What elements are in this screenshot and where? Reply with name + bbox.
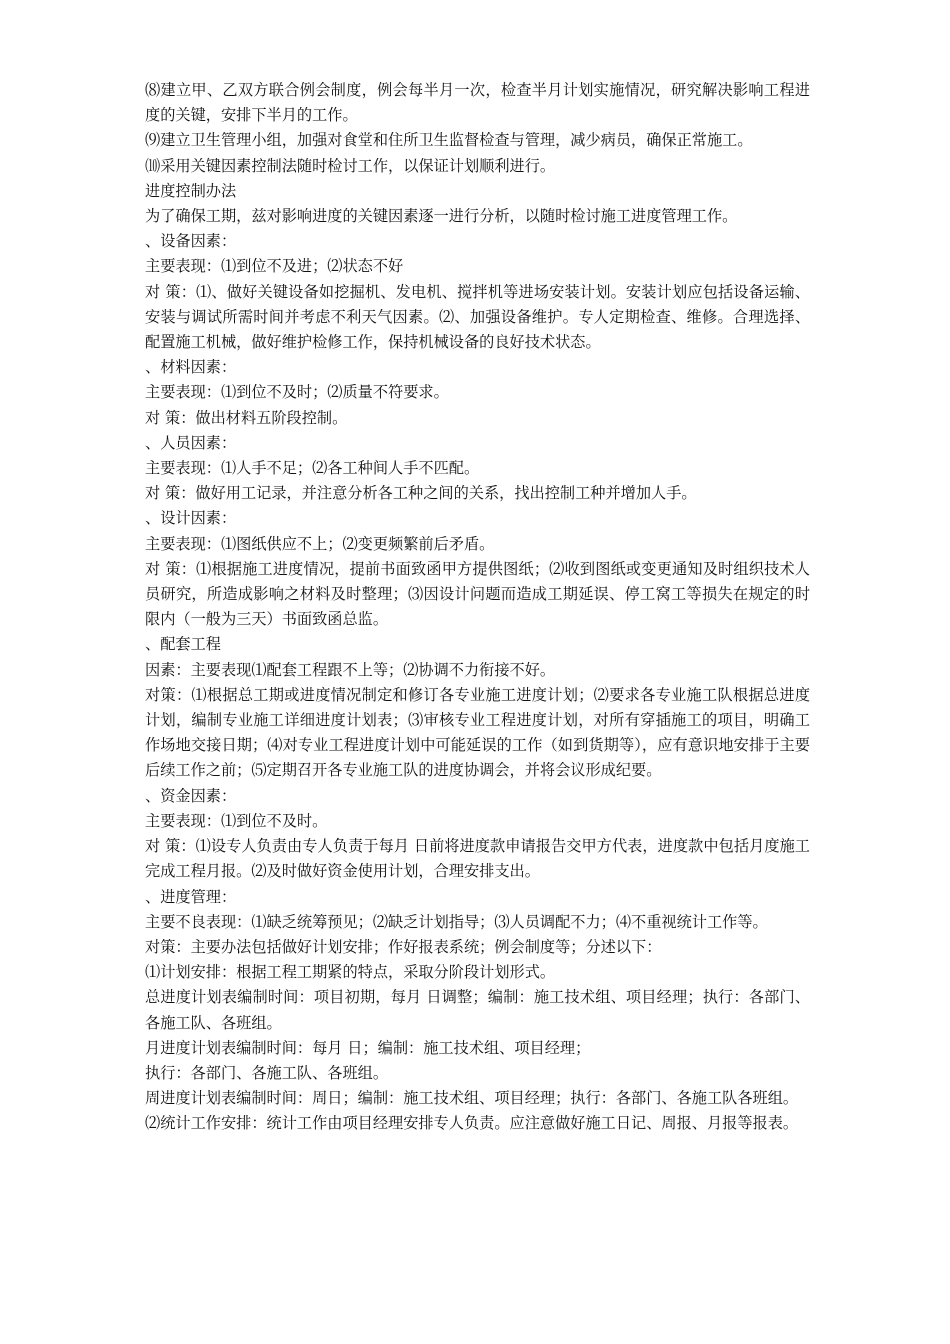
section-heading-progress-control: 进度控制办法 xyxy=(145,181,237,200)
paragraph-item-9: ⑼建立卫生管理小组，加强对食堂和住所卫生监督检查与管理，减少病员，确保正常施工。 xyxy=(145,131,753,150)
funding-symptoms: 主要表现：⑴到位不及时。 xyxy=(145,811,328,830)
funding-measures: 对 策：⑴设专人负责由专人负责于每月 日前将进度款申请报告交甲方代表，进度款中包括月度施工完成工程月报。⑵及时做好资金使用计划，合理安排支出。 xyxy=(145,837,810,881)
supporting-works-measures: 对策：⑴根据总工期或进度情况制定和修订各专业施工进度计划；⑵要求各专业施工队根据总进度计划，编制专业施工详细进度计划表；⑶审核专业工程进度计划，对所有穿插施工的项目，明确工作场地交接日期；⑷对专业工程进度计划中可能延误的工作（如到货期等），应有意识地安排于主要后续工作之前；⑸定期召开各专业施工队的进度协调会，并将会议形成纪要。 xyxy=(145,685,810,780)
design-symptoms: 主要表现：⑴图纸供应不上；⑵变更频繁前后矛盾。 xyxy=(145,534,495,553)
weekly-schedule: 周进度计划表编制时间：周日；编制：施工技术组、项目经理；执行：各部门、各施工队各班组。 xyxy=(145,1089,799,1108)
heading-progress-management: 、进度管理： xyxy=(145,887,237,906)
personnel-measures: 对 策：做好用工记录，并注意分析各工种之间的关系，找出控制工种并增加人手。 xyxy=(145,484,697,503)
design-measures: 对 策：⑴根据施工进度情况，提前书面致函甲方提供图纸；⑵收到图纸或变更通知及时组织技术人员研究，所造成影响之材料及时整理；⑶因设计问题而造成工期延误、停工窝工等损失在规定的时限内（一般为三天）书面致函总监。 xyxy=(145,559,810,629)
monthly-schedule-execution: 执行：各部门、各施工队、各班组。 xyxy=(145,1063,388,1082)
heading-design: 、设计因素： xyxy=(145,509,237,528)
plan-arrangement: ⑴计划安排：根据工程工期紧的特点，采取分阶段计划形式。 xyxy=(145,963,556,982)
equipment-measures: 对 策：⑴、做好关键设备如挖掘机、发电机、搅拌机等进场安装计划。安装计划应包括设备运输、安装与调试所需时间并考虑不利天气因素。⑵、加强设备维护。专人定期检查、维修。合理选择、配置施工机械，做好维护检修工作，保持机械设备的良好技术状态。 xyxy=(145,282,810,352)
master-schedule: 总进度计划表编制时间：项目初期，每月 日调整；编制：施工技术组、项目经理；执行：各部门、各施工队、各班组。 xyxy=(145,988,810,1032)
monthly-schedule: 月进度计划表编制时间：每月 日；编制：施工技术组、项目经理； xyxy=(145,1038,591,1057)
materials-measures: 对 策：做出材料五阶段控制。 xyxy=(145,408,348,427)
intro-paragraph: 为了确保工期，兹对影响进度的关键因素逐一进行分析，以随时检讨施工进度管理工作。 xyxy=(145,207,738,226)
progress-management-symptoms: 主要不良表现：⑴缺乏统筹预见；⑵缺乏计划指导；⑶人员调配不力；⑷不重视统计工作等。 xyxy=(145,912,768,931)
heading-supporting-works: 、配套工程 xyxy=(145,635,221,654)
progress-management-measures: 对策：主要办法包括做好计划安排；作好报表系统；例会制度等；分述以下： xyxy=(145,937,662,956)
materials-symptoms: 主要表现：⑴到位不及时；⑵质量不符要求。 xyxy=(145,383,449,402)
heading-funding: 、资金因素： xyxy=(145,786,237,805)
heading-equipment: 、设备因素： xyxy=(145,232,237,251)
statistics-arrangement: ⑵统计工作安排：统计工作由项目经理安排专人负责。应注意做好施工日记、周报、月报等报表。 xyxy=(145,1114,799,1133)
heading-materials: 、材料因素： xyxy=(145,358,237,377)
supporting-works-symptoms: 因素：主要表现⑴配套工程跟不上等；⑵协调不力衔接不好。 xyxy=(145,660,556,679)
paragraph-item-10: ⑽采用关键因素控制法随时检讨工作，以保证计划顺利进行。 xyxy=(145,156,556,175)
document-body xyxy=(145,78,810,1137)
personnel-symptoms: 主要表现：⑴人手不足；⑵各工种间人手不匹配。 xyxy=(145,459,480,478)
heading-personnel: 、人员因素： xyxy=(145,433,237,452)
paragraph-item-8: ⑻建立甲、乙双方联合例会制度，例会每半月一次，检查半月计划实施情况，研究解决影响工程进度的关键，安排下半月的工作。 xyxy=(145,81,810,125)
equipment-symptoms: 主要表现：⑴到位不及进；⑵状态不好 xyxy=(145,257,404,276)
